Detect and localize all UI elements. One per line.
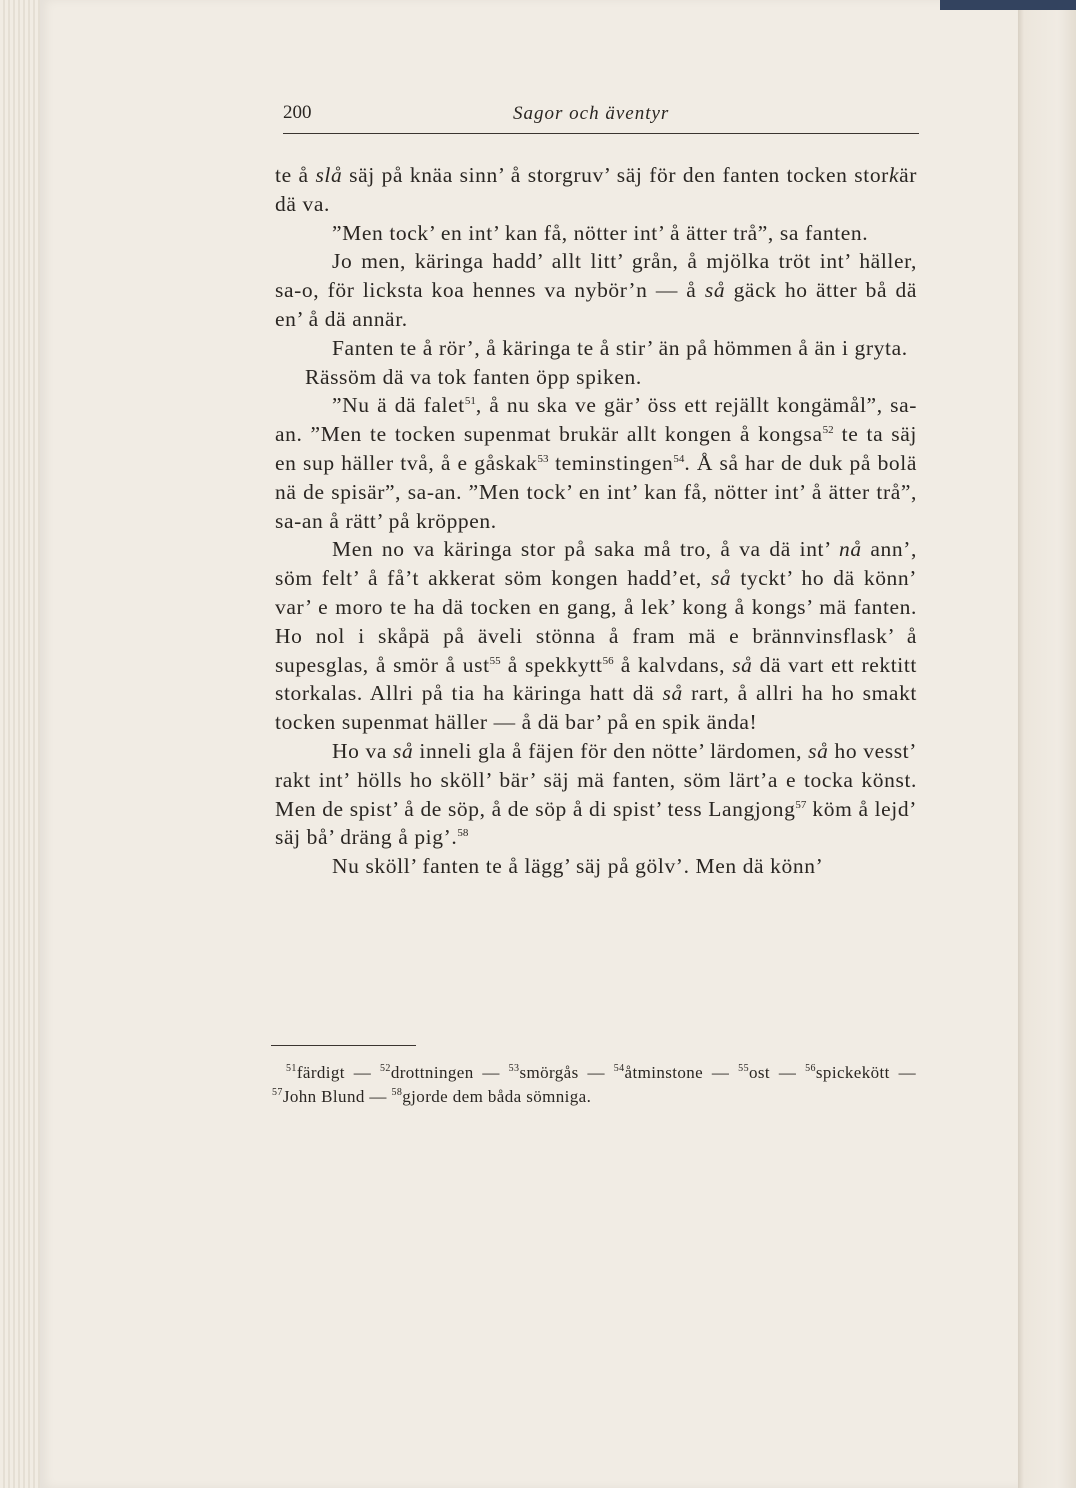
running-title: Sagor och äventyr <box>513 103 670 124</box>
footnote-marker: 51 <box>464 395 476 408</box>
footnote-marker: 58 <box>457 827 469 840</box>
footnote-list: $^{51}$färdigt — $^{52}$drottningen — $^{53}$smörgås — $^{54}$åtminstone — $^{55}$ost — $^{56}$spickekött — $^{57}$John Blund — $^{58}$gjorde dem båda sömniga. <box>272 1063 917 1106</box>
footnote-number: 56 <box>805 1063 816 1074</box>
footnote-number: 53 <box>508 1063 520 1074</box>
footnote-number: 52 <box>380 1063 391 1074</box>
footnote-text: John Blund <box>282 1087 365 1106</box>
opposite-page-edge <box>1018 0 1076 1488</box>
paragraph: Men no va käringa stor på saka må tro, å va dä int’ nå ann’, söm felt’ å få’t akkerat söm kongen hadd’et, så tyckt’ ho dä könn’ var’ e moro te ha dä tocken en gang, å lek’ kong å kongs’ mä fanten. Ho nol i skåpä på äveli stönna å fram mä e brännvinsflask’ å supesglas, å smör å ust$^{55}$ å spekkytt$^{56}$ å kalvdans, så dä vart ett rektitt storkalas. Allri på tia ha käringa hatt dä så rart, å allri ha ho smakt tocken supenmat häller — å dä bar’ på en spik ända! <box>275 537 917 735</box>
paragraph: Fanten te å rör’, å käringa te å stir’ än på hömmen å än i gryta. <box>332 335 908 360</box>
book-cover-cloth <box>940 0 1076 10</box>
footnote-number: 55 <box>738 1063 749 1074</box>
footnote-text: ost <box>748 1063 771 1082</box>
footnote-text: spickekött <box>815 1063 890 1082</box>
paragraph: Nu sköll’ fanten te å lägg’ säj på gölv’. Men dä könn’ <box>332 854 824 879</box>
body-text <box>275 161 917 881</box>
footnote-number: 51 <box>286 1063 297 1074</box>
footnote-text: åtminstone <box>624 1063 704 1082</box>
paragraph: ”Men tock’ en int’ kan få, nötter int’ å ätter trå”, sa fanten. <box>332 220 869 245</box>
footnote-marker: 57 <box>795 798 807 811</box>
footnote-text: smörgås <box>519 1063 579 1082</box>
footnote-text: gjorde dem båda sömniga. <box>402 1087 592 1106</box>
paragraph: ”Nu ä dä falet$^{51}$, å nu ska ve gär’ öss ett rejällt kongämål”, sa-an. ”Men te tocken supenmat brukär allt kongen å kongsa$^{52}$ te ta säj en sup häller två, å e gåskak$^{53}$ teminstingen$^{54}$. Å så har de duk på bolä nä de spisär”, sa-an. ”Men tock’ en int’ kan få, nötter int’ å ätter trå”, sa-an å rätt’ på kröppen. <box>275 393 918 533</box>
footnote-number: 54 <box>613 1063 625 1074</box>
footnote-marker: 54 <box>673 452 685 465</box>
footnote-text: drottningen <box>390 1063 474 1082</box>
footnote-marker: 56 <box>602 654 614 667</box>
footnote-number: 58 <box>391 1087 403 1098</box>
paragraph: Ho va så inneli gla å fäjen för den nötte’ lärdomen, så ho vesst’ rakt int’ hölls ho sköll’ bär’ säj mä fanten, söm lärt’a e tocka könst. Men de spist’ å de söp, å de söp å di spist’ tess Langjong$^{57}$ köm å lejd’ säj bå’ dräng å pig’.$^{58}$ <box>275 738 917 850</box>
header-rule <box>283 133 919 134</box>
footnote-marker: 55 <box>489 654 501 667</box>
footnote-rule <box>271 1045 416 1046</box>
paragraph: Rässöm dä va tok fanten öpp spiken. <box>305 364 642 389</box>
footnotes <box>272 1061 916 1109</box>
footnote-marker: 52 <box>822 424 834 437</box>
page-number: 200 <box>283 102 312 123</box>
page-header <box>283 102 919 132</box>
paragraph: Jo men, käringa hadd’ allt litt’ grån, å mjölka tröt int’ häller, sa-o, för licksta koa hennes va nybör’n — å så gäck ho ätter bå dä en’ å dä annär. <box>275 249 918 331</box>
footnote-marker: 53 <box>537 452 549 465</box>
footnote-text: färdigt <box>296 1063 345 1082</box>
paragraph: te å slå säj på knäa sinn’ å storgruv’ säj för den fanten tocken storkär dä va. <box>275 163 918 216</box>
footnote-number: 57 <box>272 1087 283 1098</box>
